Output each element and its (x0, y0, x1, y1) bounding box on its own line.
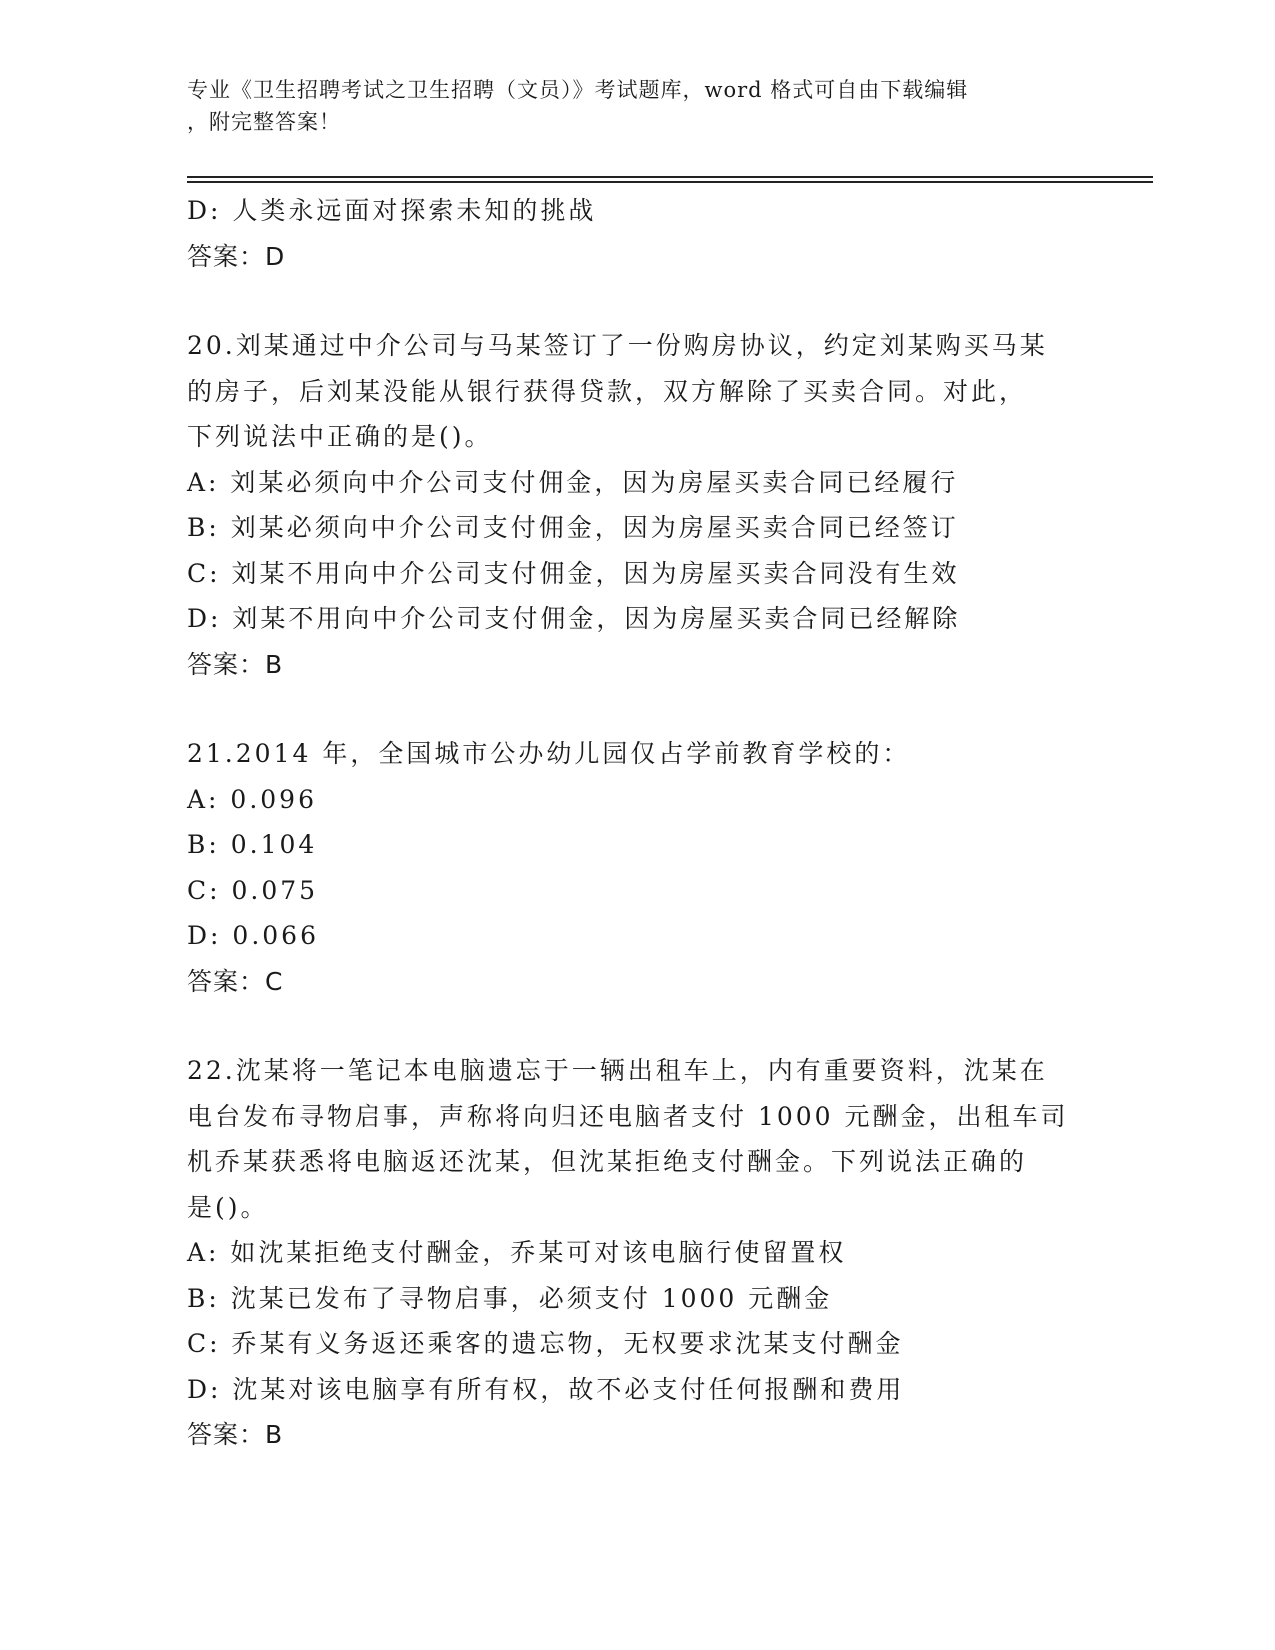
question-stem-line: 20.刘某通过中介公司与马某签订了一份购房协议，约定刘某购买马某 (187, 331, 1048, 360)
option-a: A: 如沈某拒绝支付酬金，乔某可对该电脑行使留置权 (187, 1238, 847, 1267)
question-21 (187, 731, 1087, 1004)
question-content (187, 188, 1087, 1458)
question-20 (187, 323, 1087, 687)
question-stem-line: 22.沈某将一笔记本电脑遗忘于一辆出租车上，内有重要资料，沈某在 (187, 1056, 1048, 1085)
question-22 (187, 1048, 1087, 1458)
question-stem-line: 电台发布寻物启事，声称将向归还电脑者支付 1000 元酬金，出租车司 (187, 1101, 1069, 1131)
header-line-2: ，附完整答案！ (187, 110, 341, 134)
option-d: D: 0.066 (187, 921, 319, 950)
header-divider-top (187, 176, 1153, 178)
question-stem-line: 的房子，后刘某没能从银行获得贷款，双方解除了买卖合同。对此， (187, 376, 1028, 406)
option-c: C: 刘某不用向中介公司支付佣金，因为房屋买卖合同没有生效 (187, 558, 960, 588)
header-divider-bottom (187, 181, 1153, 183)
question-stem-line: 机乔某获悉将电脑返还沈某，但沈某拒绝支付酬金。下列说法正确的 (187, 1147, 1028, 1176)
option-c: C: 乔某有义务返还乘客的遗忘物，无权要求沈某支付酬金 (187, 1329, 904, 1358)
option-b: B: 刘某必须向中介公司支付佣金，因为房屋买卖合同已经签订 (187, 513, 959, 542)
previous-question-tail (187, 188, 1087, 279)
question-stem-line: 是()。 (187, 1192, 269, 1222)
answer-line: 答案：B (187, 1420, 284, 1449)
spacer (187, 279, 1087, 323)
option-c: C: 0.075 (187, 875, 319, 905)
option-d: D: 人类永远面对探索未知的挑战 (187, 196, 597, 225)
spacer (187, 1004, 1087, 1048)
answer-line: 答案：D (187, 241, 286, 271)
option-d: D: 沈某对该电脑享有所有权，故不必支付任何报酬和费用 (187, 1374, 905, 1404)
option-b: B: 沈某已发布了寻物启事，必须支付 1000 元酬金 (187, 1283, 833, 1313)
option-a: A: 0.096 (187, 784, 317, 814)
document-header (187, 74, 1087, 138)
question-stem-line: 下列说法中正确的是()。 (187, 422, 493, 451)
answer-line: 答案：C (187, 966, 284, 996)
option-a: A: 刘某必须向中介公司支付佣金，因为房屋买卖合同已经履行 (187, 467, 959, 497)
header-line-1: 专业《卫生招聘考试之卫生招聘（文员）》考试题库，word 格式可自由下载编辑 (187, 78, 969, 102)
option-b: B: 0.104 (187, 830, 318, 859)
question-stem-line: 21.2014 年，全国城市公办幼儿园仅占学前教育学校的： (187, 739, 911, 768)
option-d: D: 刘某不用向中介公司支付佣金，因为房屋买卖合同已经解除 (187, 604, 961, 633)
answer-line: 答案：B (187, 649, 284, 679)
spacer (187, 687, 1087, 731)
